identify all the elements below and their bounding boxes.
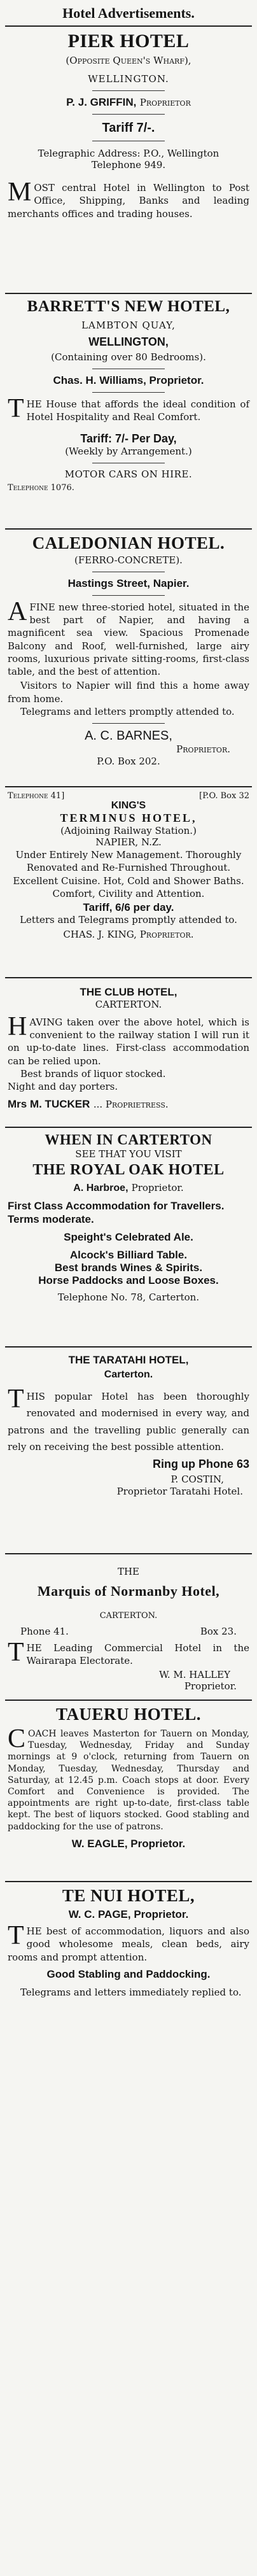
proprietor-name: Mrs M. TUCKER xyxy=(8,1098,90,1111)
proprietor-line xyxy=(8,1181,249,1194)
letters-note: Letters and Telegrams promptly attended to. xyxy=(20,914,237,926)
ad-taueru-hotel xyxy=(5,1700,252,1881)
phone-note: Ring up Phone 63 xyxy=(152,1458,249,1470)
divider xyxy=(92,595,165,596)
body-text: OACH leaves Masterton for Tauern on Monday, Tuesday, Wednesday, Friday and Sunday mornings at 9 o'clock, returning from Tauern on Monday, Tuesday, Wednesday, Thursday and Saturday, at 12.45 p.m. Coach stops at door. Every Comfort and Convenience is provided. The appointments are right up-to-date, first-class table kept. The best of liquors stocked. Good stabling and paddocking for the use of patrons. xyxy=(8,1729,249,1832)
hotel-city: CARTERTON. xyxy=(95,999,162,1010)
body-text: HE Leading Commercial Hotel in the Wairarapa Electorate. xyxy=(26,1642,249,1667)
drop-cap: T xyxy=(8,393,24,423)
divider xyxy=(92,90,165,91)
tariff: Tariff: 7/- Per Day, xyxy=(80,432,177,445)
horse-note: Horse Paddocks and Loose Boxes. xyxy=(38,1274,219,1287)
hotel-name: CALEDONIAN HOTEL. xyxy=(32,533,225,553)
body-text: AVING taken over the above hotel, which is convenient to the railway station I will run it on up-to-date lines. First-class accommodation can be relied upon. xyxy=(8,1016,249,1067)
hotel-name: TE NUI HOTEL, xyxy=(62,1886,195,1905)
divider xyxy=(92,392,165,393)
tariff: Tariff 7/-. xyxy=(102,120,155,135)
hotel-article: THE xyxy=(117,1566,140,1577)
hotel-name: TAUERU HOTEL. xyxy=(55,1705,202,1724)
hotel-subtitle: (FERRO-CONCRETE). xyxy=(74,554,183,566)
hotel-city: WELLINGTON, xyxy=(88,335,169,348)
tariff: Tariff, 6/6 per day. xyxy=(83,901,174,914)
ad-body xyxy=(8,178,249,220)
po-box: P.O. Box 202. xyxy=(97,755,160,767)
liquor-note: Best brands of liquor stocked. xyxy=(20,1067,166,1080)
divider xyxy=(92,723,165,724)
telegrams-note: Telegrams and letters promptly attended to. xyxy=(20,705,235,717)
ad-club-hotel xyxy=(5,977,252,1127)
telephone: Telephone 1076. xyxy=(8,482,74,493)
ad-body xyxy=(8,1638,249,1668)
ad-kings-terminus-hotel xyxy=(5,786,252,977)
hotel-name: PIER HOTEL xyxy=(67,31,190,52)
drop-cap: C xyxy=(8,1724,26,1754)
hotel-name: THE TARATAHI HOTEL, xyxy=(68,1354,189,1366)
intro-line-1: WHEN IN CARTERTON xyxy=(45,1132,212,1148)
hotel-name: BARRETT'S NEW HOTEL, xyxy=(27,298,230,315)
hotel-name-top: KING'S xyxy=(111,799,146,811)
ad-taratahi-hotel xyxy=(5,1346,252,1553)
proprietor-name: A. Harbroe, xyxy=(73,1182,128,1193)
ad-barretts-hotel xyxy=(5,293,252,528)
ad-body xyxy=(8,596,249,679)
ad-body xyxy=(8,393,249,424)
page-heading: Hotel Advertisements. xyxy=(62,5,195,21)
intro-line-2: SEE THAT YOU VISIT xyxy=(75,1148,182,1160)
telephone: Telephone 949. xyxy=(91,159,166,171)
body-text: HE House that affords the ideal condition of Hotel Hospitality and Real Comfort. xyxy=(26,398,249,423)
drop-cap: M xyxy=(8,178,32,207)
proprietor-role: Proprietor xyxy=(139,96,191,108)
body-text: HIS popular Hotel has been thoroughly renovated and modernised in every way, and patrons and the travelling public generally can rely on receiving the best possible attention. xyxy=(8,1391,249,1453)
proprietor-name: W. M. HALLEY xyxy=(159,1668,230,1680)
divider xyxy=(92,114,165,115)
porters-note: Night and day porters. xyxy=(8,1081,118,1092)
hotel-city: WELLINGTON. xyxy=(88,73,169,85)
motor-cars: MOTOR CARS ON HIRE. xyxy=(64,468,193,480)
hotel-name: Marquis of Normanby Hotel, xyxy=(37,1582,220,1599)
hotel-name: THE ROYAL OAK HOTEL xyxy=(32,1161,225,1178)
proprietor-role: Proprietor Taratahi Hotel. xyxy=(116,1485,243,1497)
ad-body xyxy=(8,1384,249,1455)
proprietor-role: Proprietor. xyxy=(131,1181,184,1193)
weekly-note: (Weekly by Arrangement.) xyxy=(65,446,192,457)
proprietor-line: CHAS. J. KING, Proprietor. xyxy=(63,928,194,940)
proprietor-line: W. EAGLE, Proprietor. xyxy=(71,1837,186,1850)
hotel-city: Carterton. xyxy=(104,1369,153,1380)
proprietor-line: Chas. H. Williams, Proprietor. xyxy=(53,374,204,386)
first-class-note: First Class Accommodation for Travellers. Terms moderate. xyxy=(8,1199,225,1225)
proprietor-line: W. C. PAGE, Proprietor. xyxy=(68,1908,189,1920)
hotel-name: TERMINUS HOTEL, xyxy=(60,811,197,824)
ad-body xyxy=(8,1921,249,1964)
po-box: [P.O. Box 32 xyxy=(199,791,249,801)
hotel-subtitle: (Opposite Queen's Wharf), xyxy=(66,55,191,66)
telegrams-note: Telegrams and letters immediately replied to. xyxy=(20,1987,242,1998)
proprietor-role: ... Proprietress. xyxy=(93,1099,169,1111)
drop-cap: T xyxy=(8,1384,24,1414)
ad-body: Under Entirely New Management. Thoroughly Renovated and Re-Furnished Throughout. Excellent Cuisine. Hot, Cold and Shower Baths. Comfort, Civility and Attention. xyxy=(13,849,244,899)
proprietor-line xyxy=(8,96,249,109)
telephone: Telephone 41] xyxy=(8,791,65,801)
visitors-note: Visitors to Napier will find this a home away from home. xyxy=(8,680,249,705)
hotel-name: THE CLUB HOTEL, xyxy=(80,986,177,998)
proprietor-name: P. J. GRIFFIN, xyxy=(66,95,137,108)
ad-royal-oak-hotel xyxy=(5,1127,252,1346)
stabling-note: Good Stabling and Paddocking. xyxy=(46,1967,211,1980)
ale-note: Speight's Celebrated Ale. xyxy=(64,1231,193,1244)
ad-normanby-hotel xyxy=(5,1553,252,1700)
adjoining-note: (Adjoining Railway Station.) xyxy=(60,824,197,836)
hotel-city: CARTERTON. xyxy=(99,1610,158,1621)
telephone: Telephone No. 78, Carterton. xyxy=(57,1291,200,1303)
body-text: HE best of accommodation, liquors and also good wholesome meals, clean beds, airy rooms and prompt attention. xyxy=(8,1925,249,1963)
ad-pier-hotel xyxy=(5,25,252,293)
wines-note: Best brands Wines & Spirits. xyxy=(54,1262,203,1274)
drop-cap: A xyxy=(8,596,27,626)
body-text: FINE new three-storied hotel, situated in the best part of Napier, and having a magnificent sea view. Spacious Promenade Balcony and Roof, well-furnished, large airy rooms, luxurious private sitting-rooms, first-class table, and the best of attention. xyxy=(8,601,249,677)
proprietor-role: Proprietor. xyxy=(184,1680,237,1693)
hotel-street: LAMBTON QUAY, xyxy=(81,320,176,331)
proprietor-name: A. C. BARNES, xyxy=(85,729,172,743)
ad-caledonian-hotel xyxy=(5,528,252,786)
drop-cap: T xyxy=(8,1921,24,1950)
proprietor-name: P. COSTIN, xyxy=(170,1474,224,1485)
phone: Phone 41. xyxy=(20,1626,69,1638)
ad-body xyxy=(8,1724,249,1833)
hotel-street: Hastings Street, Napier. xyxy=(67,577,190,589)
body-text: OST central Hotel in Wellington to Post Office, Shipping, Banks and leading merchants offices and trading houses. xyxy=(8,182,249,220)
hotel-rooms: (Containing over 80 Bedrooms). xyxy=(51,351,206,363)
billiard-note: Alcock's Billiard Table. xyxy=(69,1249,188,1262)
proprietor-role: Proprietor. xyxy=(176,743,230,755)
ad-body xyxy=(8,1011,249,1067)
contact-row xyxy=(8,1626,249,1638)
drop-cap: T xyxy=(8,1638,24,1668)
drop-cap: H xyxy=(8,1011,27,1041)
po-box: Box 23. xyxy=(200,1626,237,1638)
telegraphic-address: Telegraphic Address: P.O., Wellington xyxy=(38,147,219,159)
ad-te-nui-hotel xyxy=(5,1881,252,2576)
hotel-city: NAPIER, N.Z. xyxy=(95,836,162,848)
proprietor-line xyxy=(8,1098,249,1111)
